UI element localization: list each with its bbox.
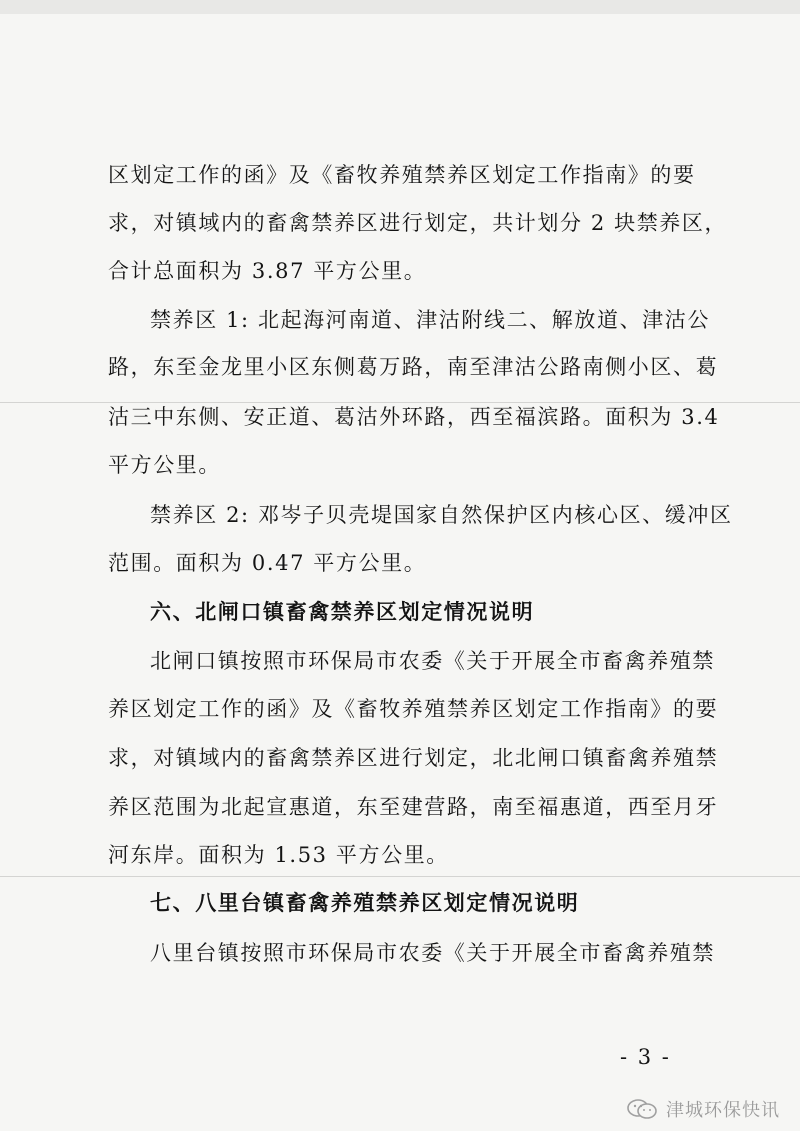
body-line-3: 合计总面积为 3.87 平方公里。 <box>108 259 427 283</box>
scan-artifact-line <box>0 876 800 877</box>
body-line-8: 禁养区 2: 邓岑子贝壳堤国家自然保护区内核心区、缓冲区 <box>150 503 733 527</box>
wechat-icon <box>626 1098 658 1120</box>
body-line-13: 求，对镇域内的畜禽禁养区进行划定，北北闸口镇畜禽养殖禁 <box>108 746 719 770</box>
scan-artifact-line <box>0 402 800 403</box>
body-line-11: 北闸口镇按照市环保局市农委《关于开展全市畜禽养殖禁 <box>150 649 715 673</box>
body-line-14: 养区范围为北起宣惠道，东至建营路，南至福惠道，西至月牙 <box>108 795 719 819</box>
section-heading-7: 七、八里台镇畜禽养殖禁养区划定情况说明 <box>150 891 580 915</box>
body-line-17: 八里台镇按照市环保局市农委《关于开展全市畜禽养殖禁 <box>150 941 715 965</box>
body-line-15: 河东岸。面积为 1.53 平方公里。 <box>108 843 449 867</box>
body-line-5: 路，东至金龙里小区东侧葛万路，南至津沽公路南侧小区、葛 <box>108 355 719 379</box>
page-number: - 3 - <box>620 1045 671 1069</box>
watermark <box>626 1096 780 1122</box>
body-line-7: 平方公里。 <box>108 453 221 477</box>
body-line-6: 沽三中东侧、安正道、葛沽外环路，西至福滨路。面积为 3.4 <box>108 405 720 429</box>
body-line-9: 范围。面积为 0.47 平方公里。 <box>108 551 427 575</box>
watermark-text: 津城环保快讯 <box>666 1100 780 1121</box>
section-heading-6: 六、北闸口镇畜禽禁养区划定情况说明 <box>150 600 535 624</box>
body-line-1: 区划定工作的函》及《畜牧养殖禁养区划定工作指南》的要 <box>108 163 696 187</box>
body-line-4: 禁养区 1: 北起海河南道、津沽附线二、解放道、津沽公 <box>150 308 710 332</box>
scan-top-edge <box>0 0 800 14</box>
body-line-12: 养区划定工作的函》及《畜牧养殖禁养区划定工作指南》的要 <box>108 697 719 721</box>
body-line-2: 求，对镇域内的畜禽禁养区进行划定，共计划分 2 块禁养区， <box>108 211 728 235</box>
